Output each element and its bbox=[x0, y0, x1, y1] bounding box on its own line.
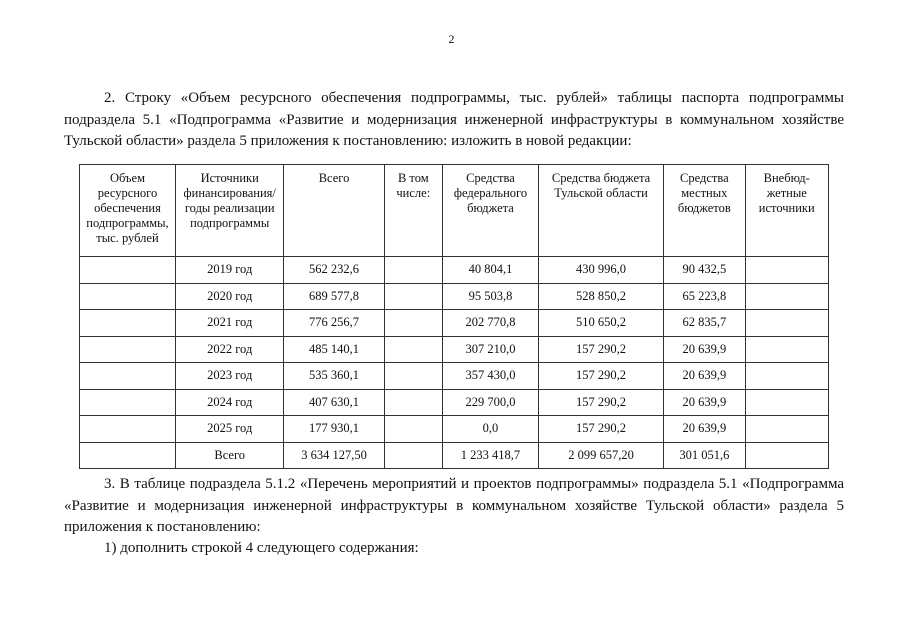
header-resource-volume: Объем ресурсного обеспечения подпрограммы, тыс. рублей bbox=[80, 165, 176, 257]
cell-total: 535 360,1 bbox=[284, 363, 384, 390]
cell-total: 776 256,7 bbox=[284, 310, 384, 337]
page-number: 2 bbox=[448, 32, 455, 46]
cell-regional: 157 290,2 bbox=[538, 389, 663, 416]
cell-resource-volume bbox=[80, 363, 176, 390]
table-row bbox=[80, 389, 829, 416]
cell-total: 177 930,1 bbox=[284, 416, 384, 443]
cell-regional: 157 290,2 bbox=[538, 363, 663, 390]
cell-year: 2025 год bbox=[175, 416, 283, 443]
table-row bbox=[80, 310, 829, 337]
cell-extra-budgetary bbox=[745, 283, 829, 310]
header-including: В том числе: bbox=[384, 165, 442, 257]
cell-local: 301 051,6 bbox=[664, 442, 745, 469]
paragraph-subitem-1: 1) дополнить строкой 4 следующего содержания: bbox=[104, 540, 419, 556]
cell-total: 485 140,1 bbox=[284, 336, 384, 363]
cell-extra-budgetary bbox=[745, 310, 829, 337]
cell-including bbox=[384, 363, 442, 390]
table-row bbox=[80, 363, 829, 390]
cell-federal: 0,0 bbox=[443, 416, 539, 443]
table-row bbox=[80, 283, 829, 310]
cell-resource-volume bbox=[80, 336, 176, 363]
cell-resource-volume bbox=[80, 283, 176, 310]
cell-regional: 157 290,2 bbox=[538, 336, 663, 363]
cell-including bbox=[384, 336, 442, 363]
header-local-budgets: Средства местных бюджетов bbox=[664, 165, 745, 257]
cell-year: 2022 год bbox=[175, 336, 283, 363]
cell-federal: 357 430,0 bbox=[443, 363, 539, 390]
cell-extra-budgetary bbox=[745, 336, 829, 363]
cell-federal: 1 233 418,7 bbox=[443, 442, 539, 469]
cell-federal: 202 770,8 bbox=[443, 310, 539, 337]
cell-including bbox=[384, 416, 442, 443]
cell-federal: 307 210,0 bbox=[443, 336, 539, 363]
cell-local: 90 432,5 bbox=[664, 257, 745, 284]
cell-regional: 510 650,2 bbox=[538, 310, 663, 337]
cell-year: 2019 год bbox=[175, 257, 283, 284]
resource-table bbox=[79, 164, 829, 469]
cell-federal: 40 804,1 bbox=[443, 257, 539, 284]
header-total: Всего bbox=[284, 165, 384, 257]
cell-resource-volume bbox=[80, 416, 176, 443]
paragraph-item-3: 3. В таблице подраздела 5.1.2 «Перечень мероприятий и проектов подпрограммы» подраздела 5.1 «Подпрограмма «Развитие и модернизация инженерной инфраструктуры в коммунальном хозяйстве Тульской области» раздела 5 приложения к постановлению: bbox=[64, 476, 844, 535]
cell-resource-volume bbox=[80, 389, 176, 416]
cell-extra-budgetary bbox=[745, 257, 829, 284]
cell-local: 20 639,9 bbox=[664, 416, 745, 443]
paragraph-item-2: 2. Строку «Объем ресурсного обеспечения подпрограммы, тыс. рублей» таблицы паспорта подпрограммы подраздела 5.1 «Подпрограмма «Развитие и модернизация инженерной инфраструктуры в коммунальном хозяйстве Тульской области» раздела 5 приложения к постановлению: изложить в новой редакции: bbox=[64, 90, 844, 149]
cell-total: 3 634 127,50 bbox=[284, 442, 384, 469]
cell-total: 562 232,6 bbox=[284, 257, 384, 284]
table-row bbox=[80, 257, 829, 284]
header-regional-budget: Средства бюджета Тульской области bbox=[538, 165, 663, 257]
cell-resource-volume bbox=[80, 442, 176, 469]
cell-extra-budgetary bbox=[745, 389, 829, 416]
cell-regional: 528 850,2 bbox=[538, 283, 663, 310]
cell-year: 2023 год bbox=[175, 363, 283, 390]
cell-including bbox=[384, 389, 442, 416]
cell-including bbox=[384, 442, 442, 469]
cell-total: 689 577,8 bbox=[284, 283, 384, 310]
cell-extra-budgetary bbox=[745, 442, 829, 469]
cell-year: Всего bbox=[175, 442, 283, 469]
table-row bbox=[80, 416, 829, 443]
cell-federal: 229 700,0 bbox=[443, 389, 539, 416]
cell-regional: 430 996,0 bbox=[538, 257, 663, 284]
table-row bbox=[80, 336, 829, 363]
cell-regional: 157 290,2 bbox=[538, 416, 663, 443]
cell-including bbox=[384, 257, 442, 284]
table-header-row bbox=[80, 165, 829, 257]
cell-local: 62 835,7 bbox=[664, 310, 745, 337]
cell-year: 2024 год bbox=[175, 389, 283, 416]
cell-year: 2021 год bbox=[175, 310, 283, 337]
header-funding-sources: Источники финансирования/ годы реализации подпрограммы bbox=[175, 165, 283, 257]
cell-local: 20 639,9 bbox=[664, 389, 745, 416]
cell-resource-volume bbox=[80, 257, 176, 284]
cell-local: 20 639,9 bbox=[664, 336, 745, 363]
table-body bbox=[80, 257, 829, 469]
cell-federal: 95 503,8 bbox=[443, 283, 539, 310]
cell-year: 2020 год bbox=[175, 283, 283, 310]
cell-resource-volume bbox=[80, 310, 176, 337]
cell-local: 20 639,9 bbox=[664, 363, 745, 390]
cell-including bbox=[384, 310, 442, 337]
header-federal-budget: Средства федерального бюджета bbox=[443, 165, 539, 257]
header-extra-budgetary: Внебюд-жетные источники bbox=[745, 165, 829, 257]
cell-extra-budgetary bbox=[745, 416, 829, 443]
cell-total: 407 630,1 bbox=[284, 389, 384, 416]
cell-local: 65 223,8 bbox=[664, 283, 745, 310]
cell-including bbox=[384, 283, 442, 310]
cell-regional: 2 099 657,20 bbox=[538, 442, 663, 469]
cell-extra-budgetary bbox=[745, 363, 829, 390]
table-row bbox=[80, 442, 829, 469]
